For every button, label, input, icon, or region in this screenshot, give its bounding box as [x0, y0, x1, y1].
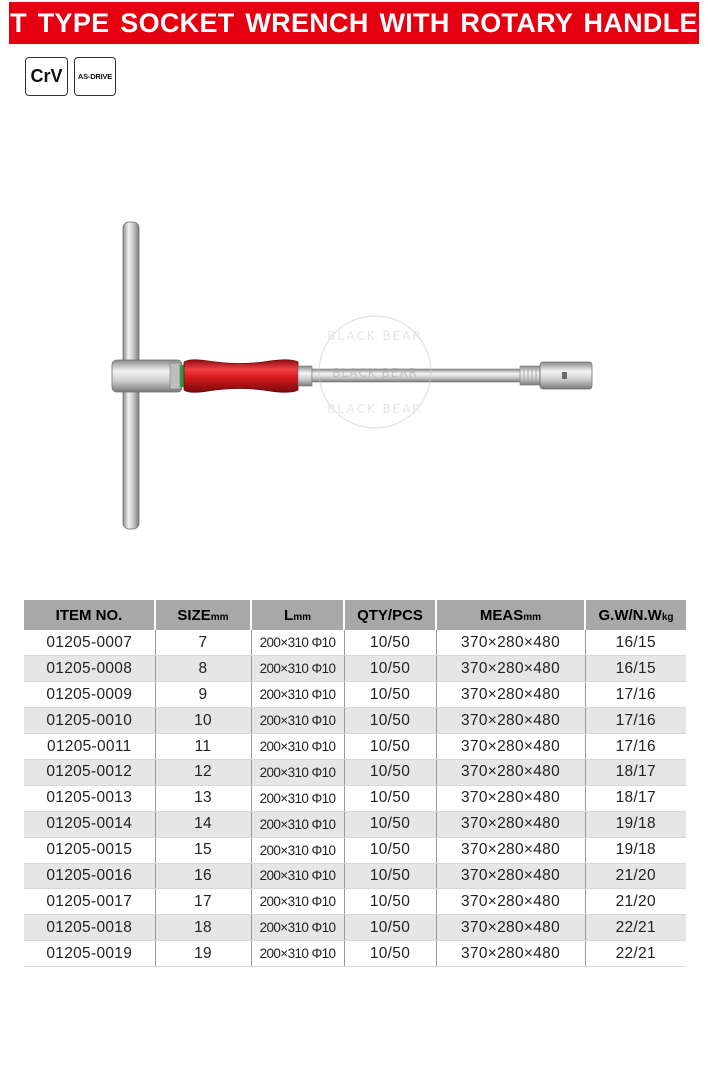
table-row — [24, 785, 686, 811]
qty-cell: 10/50 — [344, 863, 436, 889]
meas-cell: 370×280×480 — [436, 734, 585, 760]
size-cell: 18 — [155, 915, 251, 941]
item-no-cell: 01205-0009 — [24, 682, 155, 708]
size-cell: 15 — [155, 837, 251, 863]
length-cell: 200×310 Φ10 — [251, 630, 344, 656]
as-drive-badge: AS-DRIVE — [74, 57, 116, 96]
table-row — [24, 734, 686, 760]
item-no-cell: 01205-0013 — [24, 785, 155, 811]
qty-cell: 10/50 — [344, 682, 436, 708]
size-cell: 12 — [155, 759, 251, 785]
product-image — [100, 210, 620, 550]
item-no-cell: 01205-0010 — [24, 708, 155, 734]
header-size: SIZEmm — [155, 600, 251, 630]
qty-cell: 10/50 — [344, 837, 436, 863]
length-cell: 200×310 Φ10 — [251, 811, 344, 837]
weight-cell: 18/17 — [585, 759, 686, 785]
weight-cell: 21/20 — [585, 863, 686, 889]
qty-cell: 10/50 — [344, 915, 436, 941]
size-cell: 19 — [155, 941, 251, 967]
weight-cell: 22/21 — [585, 915, 686, 941]
qty-cell: 10/50 — [344, 811, 436, 837]
item-no-cell: 01205-0014 — [24, 811, 155, 837]
length-cell: 200×310 Φ10 — [251, 734, 344, 760]
meas-cell: 370×280×480 — [436, 863, 585, 889]
size-cell: 13 — [155, 785, 251, 811]
accent-band — [180, 365, 184, 387]
size-cell: 11 — [155, 734, 251, 760]
meas-cell: 370×280×480 — [436, 682, 585, 708]
meas-cell: 370×280×480 — [436, 941, 585, 967]
weight-cell: 17/16 — [585, 682, 686, 708]
qty-cell: 10/50 — [344, 785, 436, 811]
black-bear-watermark — [319, 316, 431, 428]
table-row — [24, 915, 686, 941]
size-cell: 9 — [155, 682, 251, 708]
watermark-top: BLACK BEAR — [327, 329, 423, 343]
weight-cell: 18/17 — [585, 785, 686, 811]
table-row — [24, 682, 686, 708]
item-no-cell: 01205-0017 — [24, 889, 155, 915]
qty-cell: 10/50 — [344, 889, 436, 915]
table-row — [24, 656, 686, 682]
length-cell: 200×310 Φ10 — [251, 785, 344, 811]
spec-table — [24, 600, 686, 967]
weight-cell: 21/20 — [585, 889, 686, 915]
meas-cell: 370×280×480 — [436, 811, 585, 837]
meas-cell: 370×280×480 — [436, 837, 585, 863]
item-no-cell: 01205-0012 — [24, 759, 155, 785]
page-title: T TYPE SOCKET WRENCH WITH ROTARY HANDLE — [9, 2, 699, 44]
watermark-bottom: BLACK BEAR — [327, 402, 423, 416]
size-cell: 8 — [155, 656, 251, 682]
weight-cell: 16/15 — [585, 656, 686, 682]
item-no-cell: 01205-0018 — [24, 915, 155, 941]
qty-cell: 10/50 — [344, 656, 436, 682]
size-cell: 10 — [155, 708, 251, 734]
weight-cell: 19/18 — [585, 811, 686, 837]
size-cell: 17 — [155, 889, 251, 915]
table-row — [24, 811, 686, 837]
size-cell: 14 — [155, 811, 251, 837]
item-no-cell: 01205-0016 — [24, 863, 155, 889]
header-item-no: ITEM NO. — [24, 600, 155, 630]
length-cell: 200×310 Φ10 — [251, 915, 344, 941]
qty-cell: 10/50 — [344, 941, 436, 967]
table-row — [24, 941, 686, 967]
item-no-cell: 01205-0015 — [24, 837, 155, 863]
header-weight: G.W/N.Wkg — [585, 600, 686, 630]
size-cell: 7 — [155, 630, 251, 656]
meas-cell: 370×280×480 — [436, 708, 585, 734]
rotary-handle — [184, 360, 298, 393]
length-cell: 200×310 Φ10 — [251, 889, 344, 915]
table-row — [24, 759, 686, 785]
length-cell: 200×310 Φ10 — [251, 759, 344, 785]
qty-cell: 10/50 — [344, 759, 436, 785]
length-cell: 200×310 Φ10 — [251, 708, 344, 734]
length-cell: 200×310 Φ10 — [251, 941, 344, 967]
qty-cell: 10/50 — [344, 630, 436, 656]
length-cell: 200×310 Φ10 — [251, 682, 344, 708]
watermark-middle: BLACK BEAR — [332, 366, 418, 380]
table-row — [24, 889, 686, 915]
meas-cell: 370×280×480 — [436, 656, 585, 682]
size-cell: 16 — [155, 863, 251, 889]
length-cell: 200×310 Φ10 — [251, 656, 344, 682]
item-no-cell: 01205-0019 — [24, 941, 155, 967]
weight-cell: 19/18 — [585, 837, 686, 863]
table-header-row — [24, 600, 686, 630]
item-no-cell: 01205-0011 — [24, 734, 155, 760]
length-cell: 200×310 Φ10 — [251, 863, 344, 889]
weight-cell: 16/15 — [585, 630, 686, 656]
weight-cell: 17/16 — [585, 708, 686, 734]
table-row — [24, 708, 686, 734]
table-row — [24, 630, 686, 656]
header-qty: QTY/PCS — [344, 600, 436, 630]
qty-cell: 10/50 — [344, 708, 436, 734]
meas-cell: 370×280×480 — [436, 759, 585, 785]
qty-cell: 10/50 — [344, 734, 436, 760]
item-no-cell: 01205-0007 — [24, 630, 155, 656]
weight-cell: 17/16 — [585, 734, 686, 760]
meas-cell: 370×280×480 — [436, 630, 585, 656]
table-row — [24, 837, 686, 863]
crv-material-badge: CrV — [25, 57, 68, 96]
meas-cell: 370×280×480 — [436, 785, 585, 811]
weight-cell: 22/21 — [585, 941, 686, 967]
meas-cell: 370×280×480 — [436, 915, 585, 941]
table-row — [24, 863, 686, 889]
header-length: Lmm — [251, 600, 344, 630]
length-cell: 200×310 Φ10 — [251, 837, 344, 863]
meas-cell: 370×280×480 — [436, 889, 585, 915]
header-meas: MEASmm — [436, 600, 585, 630]
item-no-cell: 01205-0008 — [24, 656, 155, 682]
